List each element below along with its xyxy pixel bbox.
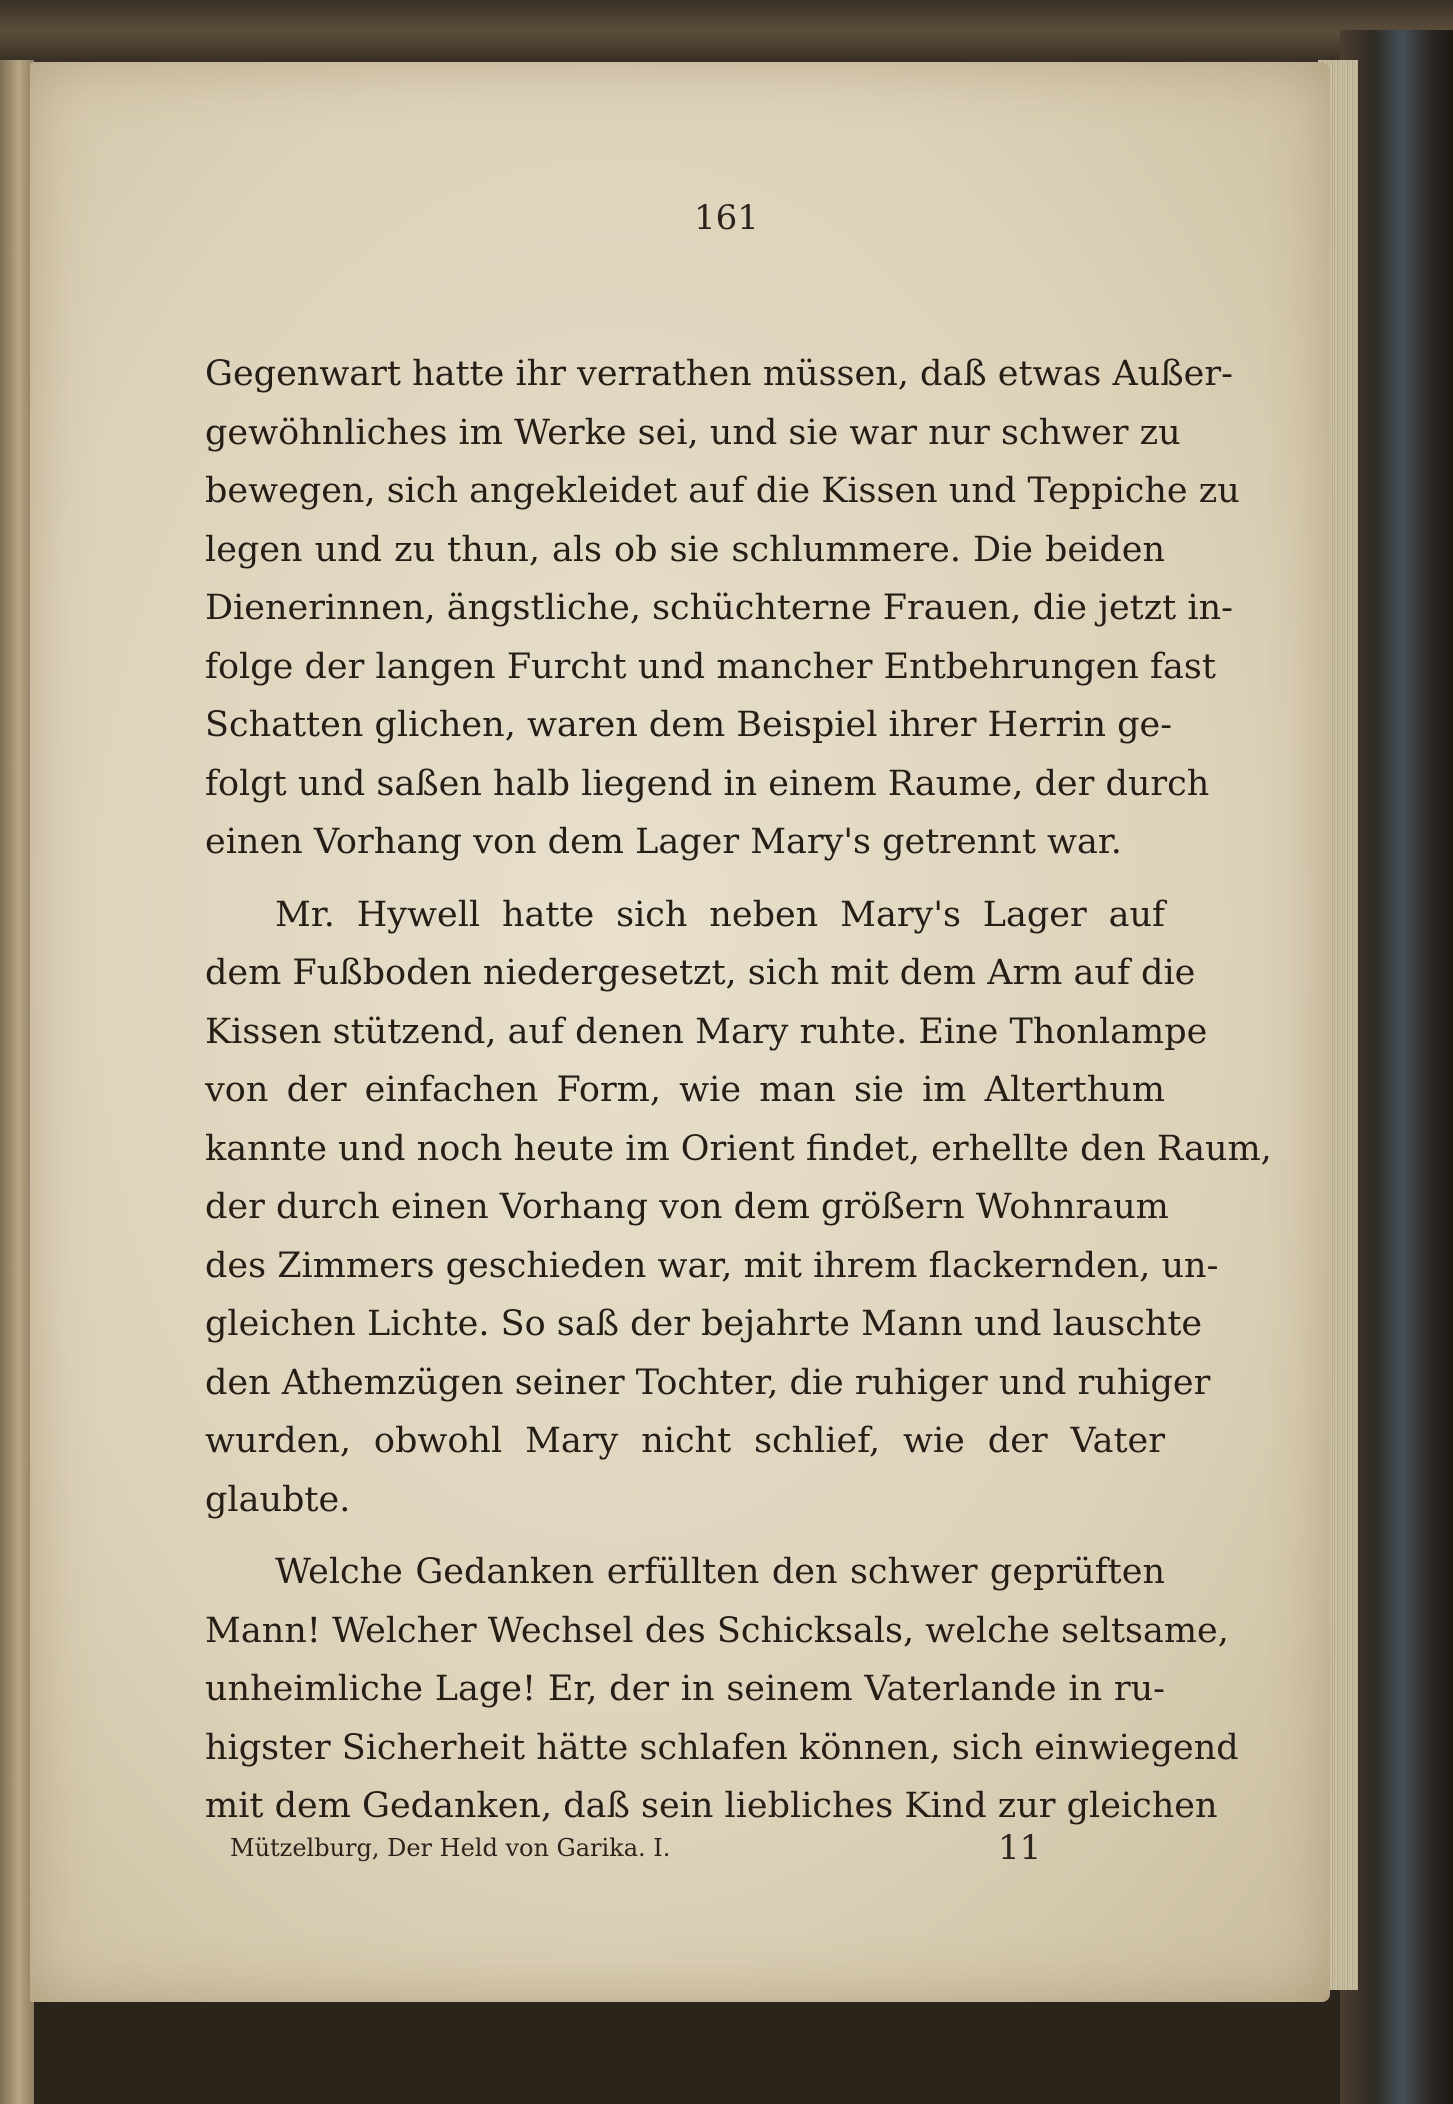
text-line: gewöhnliches im Werke sei, und sie war nur schwer zu <box>205 412 1181 453</box>
footer-note: Mützelburg, Der Held von Garika. I. <box>230 1834 671 1862</box>
text-line: folge der langen Furcht und mancher Entbehrungen fast <box>205 646 1216 687</box>
text-line: dem Fußboden niedergesetzt, sich mit dem Arm auf die <box>205 953 1196 993</box>
text-line: von der einfachen Form, wie man sie im Alterthum <box>205 1070 1165 1110</box>
signature-mark: 11 <box>998 1828 1042 1868</box>
text-line: glaubte. <box>205 1479 351 1520</box>
text-line: Welche Gedanken erfüllten den schwer geprüften <box>275 1552 1165 1592</box>
body-text <box>205 345 1272 1850</box>
text-line: einen Vorhang von dem Lager Mary's getrennt war. <box>205 822 1122 862</box>
text-line: Gegenwart hatte ihr verrathen müssen, daß etwas Außer- <box>205 354 1233 394</box>
text-line: mit dem Gedanken, daß sein liebliches Kind zur gleichen <box>205 1786 1218 1826</box>
text-line: Mr. Hywell hatte sich neben Mary's Lager auf <box>275 894 1165 935</box>
text-line: Mann! Welcher Wechsel des Schicksals, welche seltsame, <box>205 1610 1229 1651</box>
page-number: 161 <box>694 198 759 238</box>
text-line: Kissen stützend, auf denen Mary ruhte. Eine Thonlampe <box>205 1011 1208 1052</box>
text-line: unheimliche Lage! Er, der in seinem Vaterlande in ru- <box>205 1669 1165 1709</box>
text-line: wurden, obwohl Mary nicht schlief, wie der Vater <box>205 1421 1165 1461</box>
paragraph-2 <box>205 886 1272 1530</box>
book-binding-top <box>0 0 1453 70</box>
text-line: Dienerinnen, ängstliche, schüchterne Frauen, die jetzt in- <box>205 588 1233 628</box>
left-page-edge <box>0 60 34 2104</box>
text-line: des Zimmers geschieden war, mit ihrem flackernden, un- <box>205 1245 1219 1286</box>
text-line: der durch einen Vorhang von dem größern Wohnraum <box>205 1187 1169 1227</box>
text-line: bewegen, sich angekleidet auf die Kissen und Teppiche zu <box>205 471 1240 511</box>
text-line: gleichen Lichte. So saß der bejahrte Mann und lauschte <box>205 1304 1203 1344</box>
text-line: kannte und noch heute im Orient findet, erhellte den Raum, <box>205 1128 1272 1169</box>
text-line: den Athemzügen seiner Tochter, die ruhiger und ruhiger <box>205 1362 1211 1403</box>
text-line: Schatten glichen, waren dem Beispiel ihrer Herrin ge- <box>205 705 1173 745</box>
text-line: folgt und saßen halb liegend in einem Raume, der durch <box>205 763 1210 804</box>
text-line: legen und zu thun, als ob sie schlummere. Die beiden <box>205 529 1165 570</box>
paragraph-3 <box>205 1543 1239 1836</box>
text-line: higster Sicherheit hätte schlafen können, sich einwiegend <box>205 1727 1239 1768</box>
paragraph-1 <box>205 345 1240 872</box>
